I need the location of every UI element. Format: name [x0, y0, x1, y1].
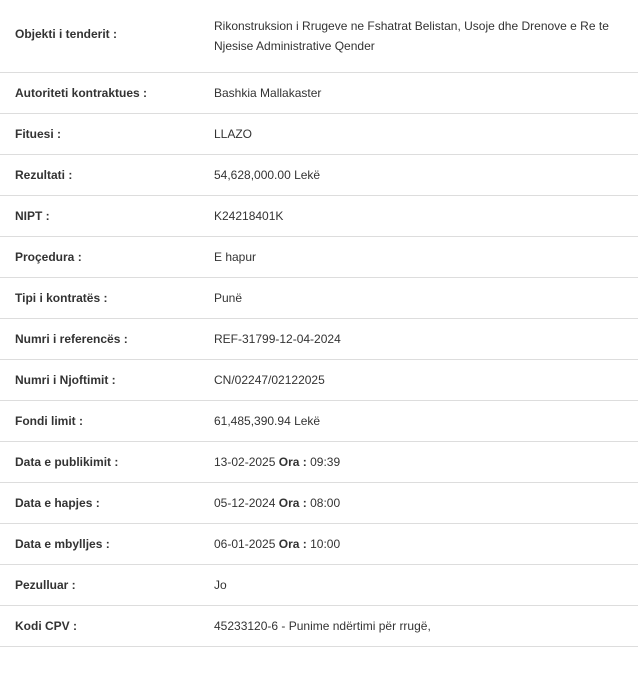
mbyllja-ora-label: Ora : [278, 537, 307, 551]
value-publikimi [214, 442, 638, 482]
value-rezultati: 54,628,000.00 Lekë [214, 168, 321, 182]
row-objekti [0, 0, 638, 73]
value-referenca: REF-31799-12-04-2024 [214, 332, 341, 346]
label-autoriteti: Autoriteti kontraktues : [15, 86, 148, 100]
label-rezultati: Rezultati : [15, 168, 73, 182]
value-procedura: E hapur [214, 250, 257, 264]
row-tipi [0, 278, 638, 319]
label-pezulluar: Pezulluar : [15, 578, 76, 592]
row-publikimi [0, 442, 638, 483]
value-tipi: Punë [214, 291, 243, 305]
label-hapja: Data e hapjes : [15, 496, 100, 510]
label-njoftimi: Numri i Njoftimit : [15, 373, 116, 387]
hapja-ora-label: Ora : [278, 496, 307, 510]
row-referenca [0, 319, 638, 360]
row-pezulluar [0, 565, 638, 606]
row-procedura [0, 237, 638, 278]
value-autoriteti: Bashkia Mallakaster [214, 86, 322, 100]
mbyllja-date: 06-01-2025 [214, 537, 276, 551]
row-hapja [0, 483, 638, 524]
label-nipt: NIPT : [15, 209, 50, 223]
value-njoftimi: CN/02247/02122025 [214, 373, 325, 387]
row-nipt [0, 196, 638, 237]
row-njoftimi [0, 360, 638, 401]
row-rezultati [0, 155, 638, 196]
publikimi-time: 09:39 [310, 455, 341, 469]
label-referenca: Numri i referencës : [15, 332, 128, 346]
row-mbyllja [0, 524, 638, 565]
value-pezulluar: Jo [214, 578, 227, 592]
publikimi-ora-label: Ora : [278, 455, 307, 469]
value-mbyllja [214, 524, 638, 564]
value-fituesi: LLAZO [214, 127, 253, 141]
label-fituesi: Fituesi : [15, 127, 62, 141]
label-procedura: Proçedura : [15, 250, 82, 264]
label-mbyllja: Data e mbylljes : [15, 537, 110, 551]
label-publikimi: Data e publikimit : [15, 455, 119, 469]
label-objekti: Objekti i tenderit : [15, 27, 118, 41]
row-fituesi [0, 114, 638, 155]
value-fondi: 61,485,390.94 Lekë [214, 414, 321, 428]
hapja-date: 05-12-2024 [214, 496, 276, 510]
value-nipt: K24218401K [214, 209, 284, 223]
publikimi-date: 13-02-2025 [214, 455, 276, 469]
value-cpv: 45233120-6 - Punime ndërtimi për rrugë, [214, 619, 431, 633]
row-autoriteti [0, 73, 638, 114]
label-fondi: Fondi limit : [15, 414, 83, 428]
value-hapja [214, 483, 638, 523]
value-objekti: Rikonstruksion i Rrugeve ne Fshatrat Belistan, Usoje dhe Drenove e Re te Njesise Administrative Qender [214, 19, 609, 53]
mbyllja-time: 10:00 [310, 537, 341, 551]
label-cpv: Kodi CPV : [15, 619, 77, 633]
row-fondi [0, 401, 638, 442]
label-tipi: Tipi i kontratës : [15, 291, 108, 305]
row-cpv [0, 606, 638, 647]
hapja-time: 08:00 [310, 496, 341, 510]
